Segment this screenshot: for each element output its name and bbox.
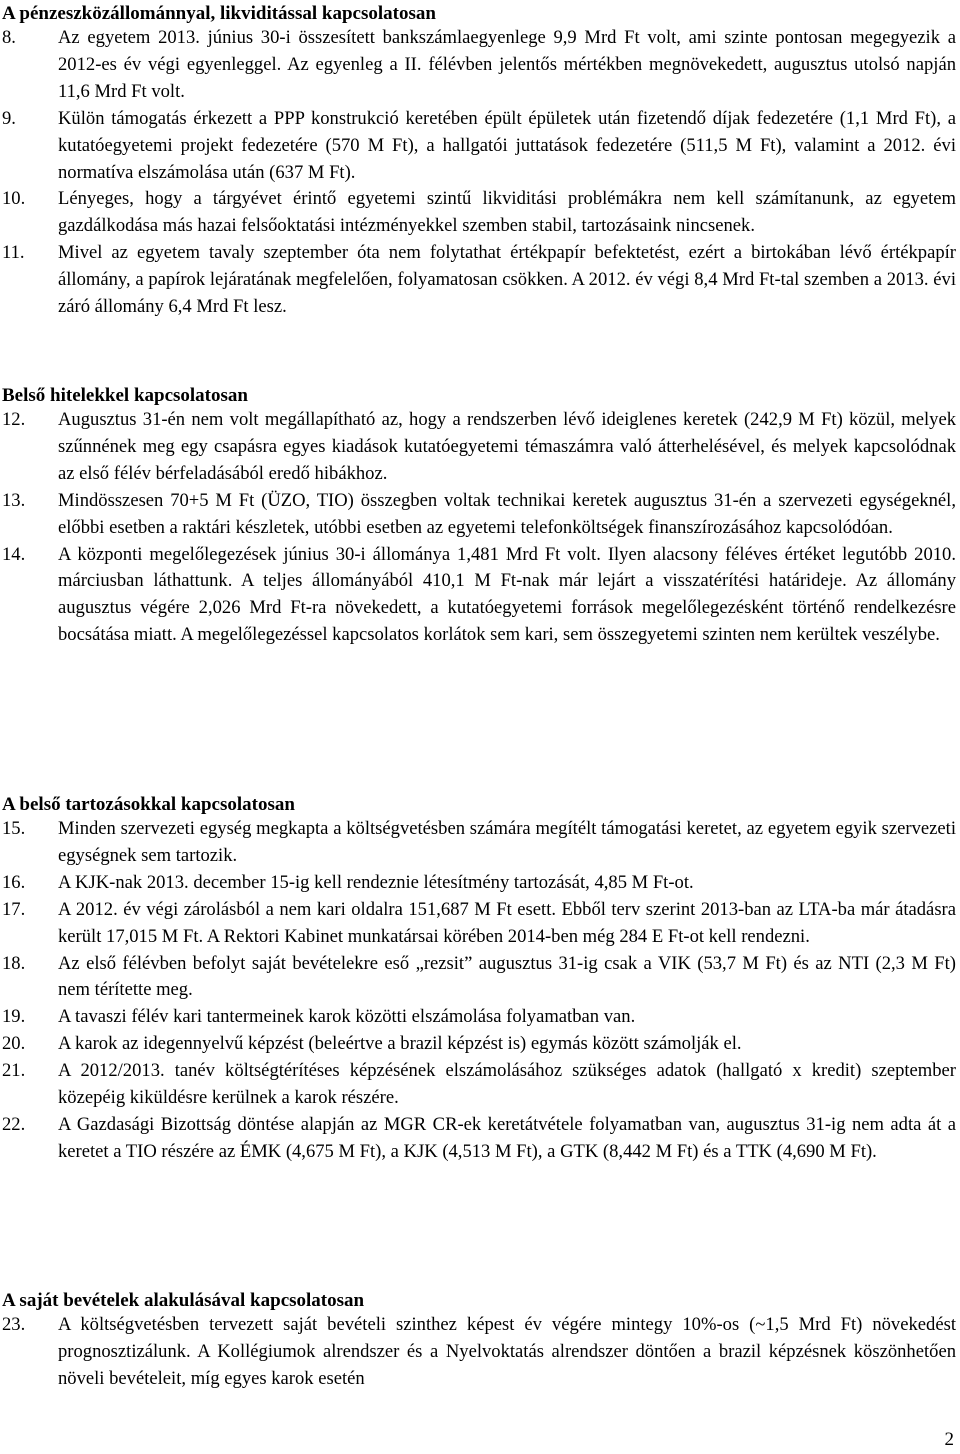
section-heading: A saját bevételek alakulásával kapcsolatosan: [2, 1290, 365, 1311]
item-text: A tavaszi félév kari tantermeinek karok közötti elszámolása folyamatban van.: [58, 1006, 636, 1028]
list-item: [2, 542, 956, 650]
item-text: Mindösszesen 70+5 M Ft (ÜZO, TIO) összegben voltak technikai keretek augusztus 31-én a szervezeti egységeknél, előbbi esetben a raktári készletek, utóbbi esetben az egyetemi telefonköltségek finanszírozásához kapcsolódóan.: [58, 489, 956, 538]
item-number: 20.: [2, 1033, 26, 1055]
item-text: Mivel az egyetem tavaly szeptember óta nem folytathat értékpapír befektetést, ezért a birtokában lévő értékpapír állomány, a papírok lejáratának megfelelően, folyamatosan csökken. A 2012. év végi 8,4 Mrd Ft-tal szemben a 2013. évi záró állomány 6,4 Mrd Ft lesz.: [58, 242, 956, 318]
item-number: 19.: [2, 1006, 26, 1028]
item-text: A karok az idegennyelvű képzést (beleértve a brazil képzést is) egymás között számolják el.: [58, 1033, 742, 1055]
list-item: [2, 1312, 956, 1393]
item-number: 23.: [2, 1314, 26, 1335]
section-own-revenues: [2, 1290, 956, 1393]
item-number: 11.: [2, 242, 25, 264]
section-heading: A pénzeszközállománnyal, likviditással kapcsolatosan: [2, 3, 436, 24]
item-text: Minden szervezeti egység megkapta a költségvetésben számára megítélt támogatási keretet, az egyetem egyik szervezeti egységnek sem tartozik.: [58, 818, 956, 866]
list-item: [2, 186, 956, 240]
item-text: A 2012. év végi zárolásból a nem kari oldalra 151,687 M Ft esett. Ebből terv szerint 2013-ban az LTA-ba már átadásra került 17,015 M Ft. A Rektori Kabinet munkatársai körében 2014-ben még 284 E Ft-ot kell rendezni.: [58, 898, 956, 947]
item-number: 16.: [2, 871, 26, 893]
item-text: Lényeges, hogy a tárgyévet érintő egyetemi szintű likviditási problémákra nem kell számítanunk, az egyetem gazdálkodása más hazai felsőoktatási intézményekkel szemben stabil, tartozásaink nincsenek.: [58, 188, 956, 237]
item-text: A központi megelőlegezések június 30-i állománya 1,481 Mrd Ft volt. Ilyen alacsony féléves értéket legutóbb 2010. márciusban láthattunk. A teljes állományából 410,1 M Ft-nak már lejárt a visszatérítési határideje. Az állomány augusztus végére 2,026 Mrd Ft-ra növekedett, a kutatóegyetemi források megelőlegezésként történő rendelkezésre bocsátása miatt. A megelőlegezéssel kapcsolatos korlátok sem kari, sem összegyetemi szinten nem kerültek veszélybe.: [58, 543, 956, 646]
item-number: 18.: [2, 952, 26, 974]
item-number: 14.: [2, 543, 26, 565]
item-text: A 2012/2013. tanév költségtérítéses képzésének elszámolásához szükséges adatok (hallgató x kredit) szeptember közepéig kiküldésre kerülnek a karok részére.: [58, 1060, 956, 1109]
list-item: [2, 488, 956, 542]
section-heading: Belső hitelekkel kapcsolatosan: [2, 385, 248, 406]
list-item: [2, 240, 956, 321]
section-internal-debts: [2, 794, 956, 1166]
list-item: [2, 1004, 956, 1031]
list-item: [2, 1058, 956, 1112]
item-number: 13.: [2, 489, 26, 511]
item-number: 8.: [2, 27, 16, 48]
section-liquidity: [2, 3, 956, 321]
list-item: [2, 1112, 956, 1166]
list-item: [2, 106, 956, 187]
item-number: 22.: [2, 1113, 26, 1135]
list-item: [2, 870, 956, 897]
item-text: Az első félévben befolyt saját bevételekre eső „rezsit” augusztus 31-ig csak a VIK (53,7 M Ft) és az NTI (2,3 M Ft) nem térítette meg.: [58, 952, 956, 1001]
section-heading: A belső tartozásokkal kapcsolatosan: [2, 794, 295, 815]
item-text: Augusztus 31-én nem volt megállapítható az, hogy a rendszerben lévő ideiglenes keretek (242,9 M Ft) közül, melyek szűnnének meg egy csapásra egyes kiadások kutatóegyetemi témaszámra való átterhelésével, és melyek kapcsolódnak az első félév bérfeladásából eredő hibákhoz.: [58, 409, 956, 484]
list-item: [2, 1031, 956, 1058]
item-number: 9.: [2, 107, 16, 129]
item-text: A Gazdasági Bizottság döntése alapján az MGR CR-ek keretátvétele folyamatban van, augusztus 31-ig nem adta át a keretet a TIO részére az ÉMK (4,675 M Ft), a KJK (4,513 M Ft), a GTK (8,442 M Ft) és a TTK (4,690 M Ft).: [58, 1113, 956, 1162]
item-text: A költségvetésben tervezett saját bevételi szinthez képest év végére mintegy 10%-os (~1,5 Mrd Ft) növekedést prognosztizálunk. A Kollégiumok alrendszer és a Nyelvoktatás alrendszer döntően a brazil képzésnek köszönhetően növeli bevételeit, míg egyes karok esetén: [58, 1314, 956, 1389]
item-number: 12.: [2, 409, 26, 430]
page-number: 2: [944, 1429, 954, 1450]
item-text: Külön támogatás érkezett a PPP konstrukció keretében épült épületek után fizetendő díjak fedezetére (1,1 Mrd Ft), a kutatóegyetemi projekt fedezetére (570 M Ft), a hallgatói juttatások fedezetére (511,5 M Ft), valamint a 2012. évi normatíva elszámolása után (637 M Ft).: [58, 107, 956, 183]
list-item: [2, 951, 956, 1005]
item-text: Az egyetem 2013. június 30-i összesített bankszámlaegyenlege 9,9 Mrd Ft volt, ami szinte pontosan megegyezik a 2012-es év végi egyenleggel. Az egyenleg a II. félévben jelentős mértékben megnövekedett, augusztus utolsó napján 11,6 Mrd Ft volt.: [58, 27, 956, 102]
numbered-list: [2, 407, 956, 649]
item-number: 17.: [2, 898, 26, 920]
item-number: 10.: [2, 188, 26, 210]
list-item: [2, 816, 956, 870]
list-item: [2, 897, 956, 951]
numbered-list: [2, 25, 956, 321]
section-internal-loans: [2, 385, 956, 649]
list-item: [2, 25, 956, 106]
numbered-list: [2, 1312, 956, 1393]
list-item: [2, 407, 956, 488]
numbered-list: [2, 816, 956, 1166]
item-number: 21.: [2, 1060, 26, 1082]
item-text: A KJK-nak 2013. december 15-ig kell rendeznie létesítmény tartozását, 4,85 M Ft-ot.: [58, 871, 694, 893]
item-number: 15.: [2, 818, 26, 839]
